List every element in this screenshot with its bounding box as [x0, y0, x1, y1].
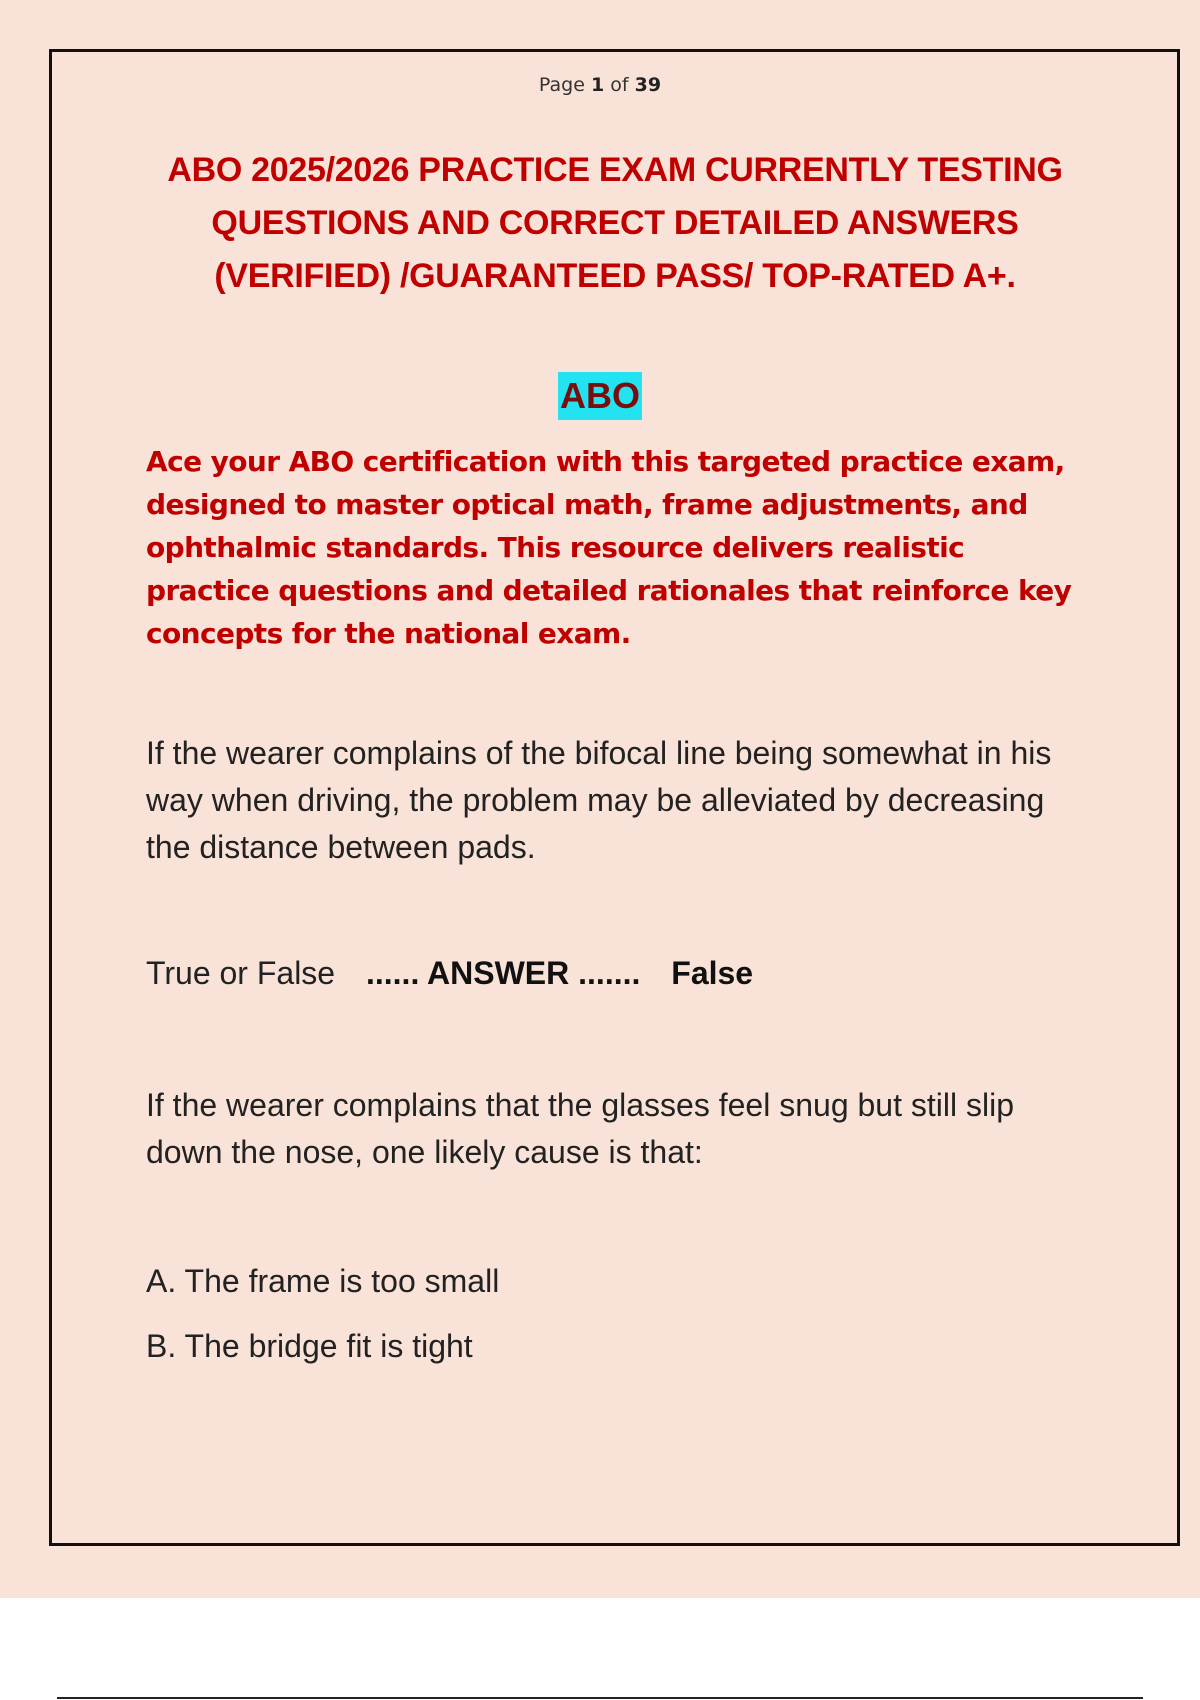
- page-indicator: [0, 74, 1200, 96]
- question-1-type: True or False: [146, 955, 336, 991]
- subject-heading: ABO: [558, 372, 642, 420]
- question-2-options: [146, 1258, 499, 1388]
- answer-label: ...... ANSWER .......: [365, 955, 641, 991]
- option-b: B. The bridge fit is tight: [146, 1328, 473, 1364]
- option-a: A. The frame is too small: [146, 1263, 500, 1299]
- intro-paragraph: Ace your ABO certification with this targeted practice exam, designed to master optical math, frame adjustments, and ophthalmic standards. This resource delivers realistic practice questions and detailed rationales that reinforce key concepts for the national exam.: [146, 445, 1072, 650]
- page-prefix: Page: [538, 74, 585, 96]
- answer-value: False: [671, 955, 754, 991]
- document-title: ABO 2025/2026 PRACTICE EXAM CURRENTLY TESTING QUESTIONS AND CORRECT DETAILED ANSWERS (VERIFIED) /GUARANTEED PASS/ TOP-RATED A+.: [167, 151, 1063, 295]
- page-total: 39: [634, 74, 662, 96]
- question-1-answer-line: [146, 955, 753, 992]
- footer-rule: [57, 1697, 1143, 1699]
- page-current: 1: [590, 74, 605, 96]
- subject-heading-wrap: [0, 372, 1200, 420]
- page-of: of: [610, 74, 629, 96]
- question-1-text: If the wearer complains of the bifocal line being somewhat in his way when driving, the problem may be alleviated by decreasing the distance between pads.: [146, 735, 1052, 865]
- question-2-text: If the wearer complains that the glasses feel snug but still slip down the nose, one likely cause is that:: [146, 1087, 1014, 1170]
